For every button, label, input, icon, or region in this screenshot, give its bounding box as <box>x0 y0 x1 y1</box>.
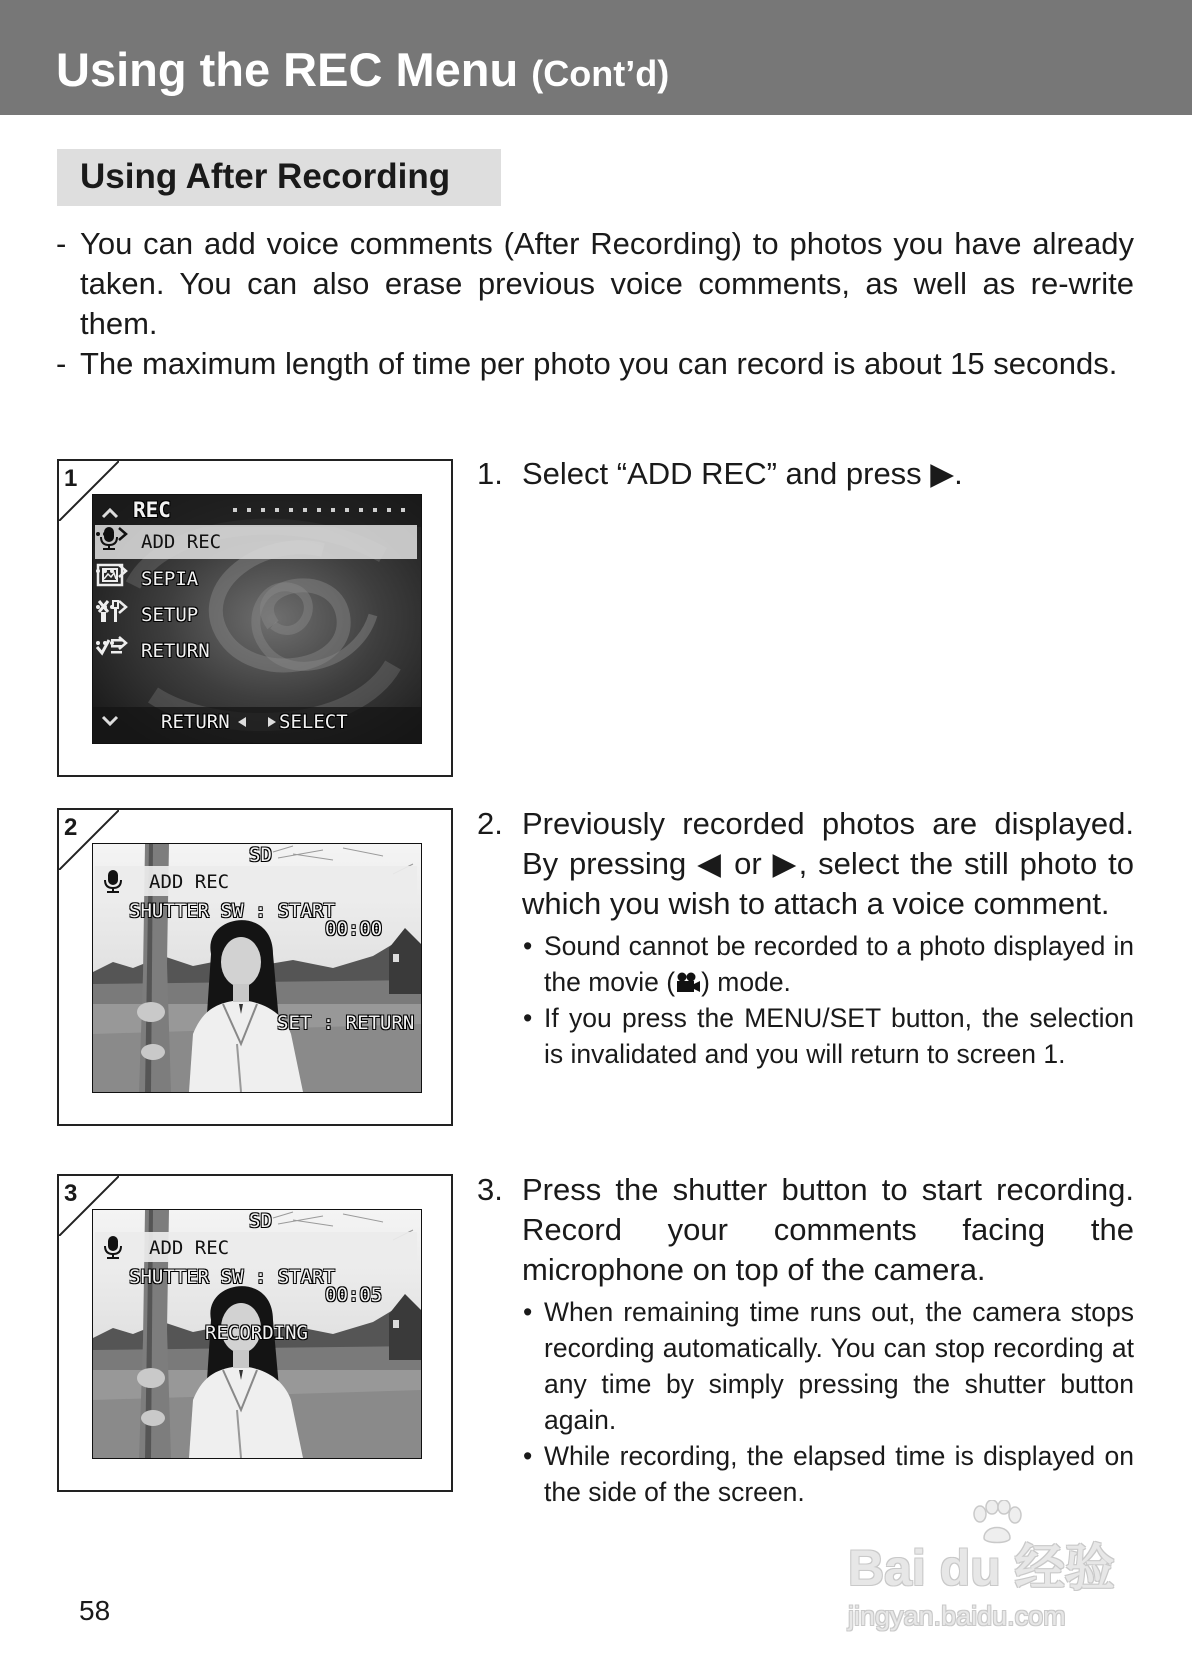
step-note <box>477 1294 1134 1438</box>
panel-number: 2 <box>64 814 78 841</box>
bullet-dot: • <box>523 1297 533 1327</box>
baidu-watermark <box>840 1500 1130 1640</box>
menu-item-sepia[interactable] <box>95 562 417 596</box>
page-title-main: Using the REC Menu <box>56 43 519 96</box>
step-instruction <box>477 804 1134 924</box>
step-number: 1. <box>477 456 503 491</box>
intro-text: The maximum length of time per photo you can record is about 15 seconds. <box>80 346 1118 381</box>
step-instruction-text: Press the shutter button to start recording. Record your comments facing the microphone on top of the camera. <box>522 1172 1134 1287</box>
step-notes <box>477 1294 1134 1510</box>
intro-item <box>56 224 1134 344</box>
step-notes <box>477 928 1134 1072</box>
page-title-suffix: (Cont’d) <box>531 53 670 94</box>
menu-item-label: ADD REC <box>141 531 222 553</box>
footer-return-label: RETURN <box>161 711 230 733</box>
menu-item-label: RETURN <box>141 640 210 662</box>
step-note <box>477 1000 1134 1072</box>
mode-label: ADD REC <box>149 1237 230 1259</box>
shutter-hint: SHUTTER SW : START <box>129 1266 335 1288</box>
note-text: While recording, the elapsed time is displayed on the side of the screen. <box>544 1441 1134 1507</box>
lcd-screen-photo-select <box>92 843 422 1093</box>
watermark-url: jingyan.baidu.com <box>848 1601 1066 1631</box>
menu-item-label: SEPIA <box>141 568 199 590</box>
submenu-arrow-icon <box>95 525 129 543</box>
step-instruction-text: Previously recorded photos are displayed. By pressing ◀ or ▶, select the still photo to which you wish to attach a voice comment. <box>522 806 1134 921</box>
menu-title: REC <box>133 498 171 522</box>
step-1 <box>477 454 1134 494</box>
intro-item <box>56 344 1134 384</box>
elapsed-timer: 00:00 <box>325 918 383 940</box>
menu-item-return[interactable] <box>95 634 417 668</box>
step-instruction <box>477 1170 1134 1290</box>
step-note <box>477 928 1134 1000</box>
microphone-icon <box>99 1234 129 1260</box>
intro-list <box>56 224 1134 384</box>
submenu-arrow-icon <box>95 634 129 652</box>
menu-item-add-rec[interactable] <box>95 525 417 559</box>
mode-banner <box>95 1232 417 1262</box>
note-text: Sound cannot be recorded to a photo displayed in the movie ( <box>544 931 1134 997</box>
bullet-dot: • <box>523 1441 533 1471</box>
microphone-icon <box>99 868 129 894</box>
watermark-brand: Bai du 经验 <box>848 1540 1115 1596</box>
section-heading-box <box>57 149 501 206</box>
header-bar <box>0 0 1192 115</box>
step-2 <box>477 804 1134 1072</box>
lcd-screen-recording <box>92 1209 422 1459</box>
media-sd-label: SD <box>249 844 272 866</box>
step-number: 3. <box>477 1172 503 1207</box>
dash-marker: - <box>56 226 67 261</box>
bullet-dot: • <box>523 1003 533 1033</box>
elapsed-timer: 00:05 <box>325 1284 383 1306</box>
intro-text: You can add voice comments (After Recording) to photos you have already taken. You can also erase previous voice comments, as well as re-write them. <box>80 226 1134 341</box>
note-text: When remaining time runs out, the camera stops recording automatically. You can stop recording at any time by simply pressing the shutter button again. <box>544 1297 1134 1435</box>
step-instruction <box>477 454 1134 494</box>
page-title <box>56 40 669 104</box>
menu-item-setup[interactable] <box>95 598 417 632</box>
recording-status: RECORDING <box>205 1322 308 1344</box>
mode-banner <box>95 866 417 896</box>
panel-number: 1 <box>64 465 78 492</box>
screen-panel-3 <box>57 1174 453 1492</box>
footer-select-label: SELECT <box>279 711 348 733</box>
bullet-dot: • <box>523 931 533 961</box>
screen-panel-2 <box>57 808 453 1126</box>
shutter-hint: SHUTTER SW : START <box>129 900 335 922</box>
step-3 <box>477 1170 1134 1510</box>
mode-label: ADD REC <box>149 871 230 893</box>
note-text: ) mode. <box>701 967 791 997</box>
note-text: If you press the MENU/SET button, the selection is invalidated and you will return to screen 1. <box>544 1003 1134 1069</box>
set-return-hint: SET : RETURN <box>277 1012 415 1034</box>
menu-item-label: SETUP <box>141 604 199 626</box>
panel-number: 3 <box>64 1180 78 1207</box>
screen-panel-1 <box>57 459 453 777</box>
dash-marker: - <box>56 346 67 381</box>
submenu-arrow-icon <box>95 598 129 616</box>
media-sd-label: SD <box>249 1210 272 1232</box>
submenu-arrow-icon <box>95 562 129 580</box>
movie-camera-icon <box>675 972 701 994</box>
section-title: Using After Recording <box>80 157 451 196</box>
step-instruction-text: Select “ADD REC” and press ▶. <box>522 456 963 491</box>
step-number: 2. <box>477 806 503 841</box>
lcd-screen-menu <box>92 494 422 744</box>
page-number: 58 <box>79 1595 111 1626</box>
